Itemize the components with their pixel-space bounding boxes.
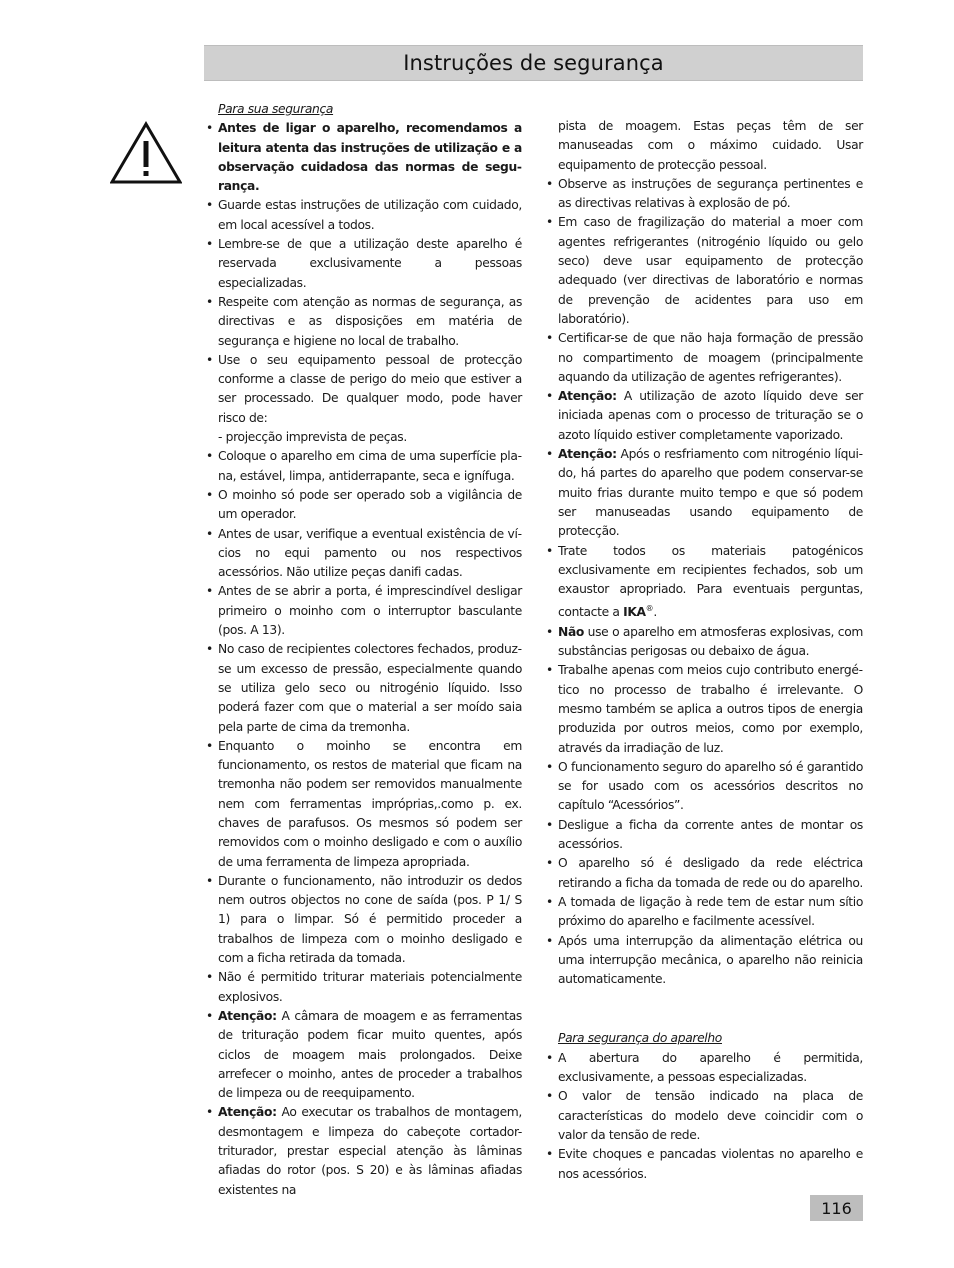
item-text: use o aparelho em atmosferas explosivas, com substâncias perigosas ou debaixo de água.	[558, 624, 863, 659]
item-text: O aparelho só é desligado da rede eléctrica retirando a ficha da tomada de rede ou do aparelho.	[558, 856, 863, 890]
item-subtext: - projecção imprevista de peças.	[218, 430, 407, 445]
left-column	[204, 100, 522, 1200]
section-title-personal-safety: Para sua segurança	[218, 102, 334, 116]
item-text: Observe as instruções de segurança pertinentes e as directivas relativas à explosão de pó.	[558, 176, 863, 211]
item-lead: Atenção:	[558, 389, 617, 404]
item-text: Após o resfriamento com nitrogénio líquido, há partes do aparelho que podem conservar-se muito frias durante muito tempo e que só podem ser manuseadas usando equipamento de protecção.	[558, 447, 863, 539]
list-item	[204, 447, 522, 486]
item-text: Use o seu equipamento pessoal de protecção conforme a classe de perigo do meio que estiver a ser processado. De qualquer modo, pode haver risco de:	[218, 352, 522, 425]
section-title-device-safety: Para segurança do aparelho	[558, 1031, 722, 1046]
item-text: A abertura do aparelho é permitida, exclusivamente, a pessoas especializadas.	[558, 1050, 863, 1085]
list-item	[544, 623, 863, 662]
list-item	[544, 893, 863, 932]
list-item	[544, 1049, 863, 1088]
list-item	[544, 213, 863, 329]
list-item	[544, 932, 863, 990]
list-item	[544, 445, 863, 541]
list-item	[544, 661, 863, 757]
item-text: Certificar-se de que não haja formação de pressão no compartimento de moagem (principalmente aquando da utilização de agentes refrigerantes).	[558, 331, 863, 384]
list-item	[204, 196, 522, 235]
item-text: O funcionamento seguro do aparelho só é garantido se for usado com os acessórios descritos no capítulo “Acessórios”.	[558, 759, 863, 813]
item-tail: .	[653, 605, 657, 620]
left-safety-list	[204, 119, 522, 1200]
item-text: A utilização de azoto líquido deve ser iniciada apenas com o processo de trituração se o azoto líquido estiver completamente vaporizado.	[558, 389, 863, 442]
item-text: O moinho só pode ser operado sob a vigilância de um operador.	[218, 487, 522, 522]
item-text: Evite choques e pancadas violentas no aparelho e nos acessórios.	[558, 1147, 863, 1181]
list-item	[544, 758, 863, 816]
item-text: Não é permitido triturar materiais potencialmente explosivos.	[218, 970, 522, 1004]
page-number: 116	[810, 1195, 863, 1221]
list-item	[544, 542, 863, 623]
header-bar	[204, 45, 863, 81]
list-item	[204, 872, 522, 968]
item-text: A tomada de ligação à rede tem de estar num sítio próximo do aparelho e facilmente acessível.	[558, 894, 863, 929]
item-lead: Atenção:	[218, 1008, 277, 1023]
list-item	[544, 816, 863, 855]
item-text: Trate todos os materiais patogénicos exclusivamente em recipientes fechados, sob um exaustor apropriado. Para eventuais perguntas, contacte a	[558, 543, 863, 620]
warning-triangle-icon	[110, 121, 182, 185]
item-lead: Atenção:	[218, 1105, 277, 1120]
list-item	[204, 640, 522, 736]
list-item	[204, 235, 522, 293]
page-title: Instruções de segurança	[403, 51, 664, 75]
list-item	[204, 1103, 522, 1199]
item-text: O valor de tensão indicado na placa de características do modelo deve coincidir com o valor da tensão de rede.	[558, 1089, 863, 1142]
list-item	[544, 329, 863, 387]
item-text: Ao executar os trabalhos de montagem, desmontagem e limpeza do cabeçote cortador-triturador, prestar especial atenção às lâminas afiadas do rotor (pos. S 20) e às lâminas afiadas existentes na	[218, 1105, 522, 1197]
item-text: No caso de recipientes colectores fechados, produzse um excesso de pressão, especialmente quando se utiliza gelo seco ou nitrogénio líquido. Isso poderá fazer com que o material a ser moído saia pela parte de cima da tremonha.	[218, 642, 522, 734]
device-safety-list	[544, 1049, 863, 1184]
item-text: Trabalhe apenas com meios cujo contributo energético no processo de trabalho é irrelevante. O mesmo também se aplica a outros tipos de energia produzida por outros meios, como por exemplo, através da irradiação de luz.	[558, 663, 863, 755]
item-text: Enquanto o moinho se encontra em funcionamento, os restos de material que ficam na tremonha não podem ser removidos manualmente nem com ferramentas impróprias,.como p. ex. chaves de parafusos. Os mesmos só podem ser removidos com o moinho desligado e com o auxílio de uma ferramenta de limpeza apropriada.	[218, 738, 522, 869]
item-text: Antes de usar, verifique a eventual existência de vícios no equi pamento ou nos respectivos acessórios. Não utilize peças danifi cadas.	[218, 526, 522, 580]
item-lead: Atenção:	[558, 447, 617, 462]
list-item	[544, 1145, 863, 1184]
continued-text: pista de moagem. Estas peças têm de ser manuseadas com o máximo cuidado. Usar equipamento de protecção pessoal.	[558, 119, 863, 172]
item-text: Antes de se abrir a porta, é imprescindível desligar primeiro o moinho com o interruptor basculante (pos. A 13).	[218, 584, 522, 638]
item-text: Guarde estas instruções de utilização com cuidado, em local acessível a todos.	[218, 198, 522, 232]
brand-name: IKA	[623, 605, 646, 620]
list-item	[544, 854, 863, 893]
list-item	[204, 582, 522, 640]
list-item	[204, 486, 522, 525]
item-text: Coloque o aparelho em cima de uma superfície plana, estável, limpa, antiderrapante, seca e ignífuga.	[218, 449, 522, 483]
item-text: Antes de ligar o aparelho, recomendamos a leitura atenta das instruções de utilização e a observação cuidadosa das normas de segurança.	[218, 121, 522, 194]
list-item	[204, 119, 522, 196]
spacer	[544, 989, 863, 1029]
list-item	[544, 1087, 863, 1145]
list-item	[204, 737, 522, 872]
list-item	[204, 525, 522, 583]
item-text: Lembre-se de que a utilização deste aparelho é reservada exclusivamente a pessoas especializadas.	[218, 237, 522, 290]
registered-mark: ®	[645, 604, 654, 614]
right-column	[544, 117, 863, 1184]
item-text: Em caso de fragilização do material a moer com agentes refrigerantes (nitrogénio líquido ou gelo seco) deve usar equipamento de protecção adequado (ver directivas de laboratório e normas de prevenção de acidentes para uso em laboratório).	[558, 215, 863, 326]
item-lead: Não	[558, 624, 584, 639]
item-text: Durante o funcionamento, não introduzir os dedos nem outros objectos no cone de saída (pos. P 1/ S 1) para o limpar. Só é permitido proceder a trabalhos de limpeza com o moinho desligado e com a ficha retirada da tomada.	[218, 873, 522, 966]
list-item	[204, 293, 522, 351]
right-safety-list	[544, 175, 863, 990]
list-item	[204, 1007, 522, 1103]
list-item	[204, 351, 522, 447]
list-item	[544, 387, 863, 445]
item-text: Desligue a ficha da corrente antes de montar os acessórios.	[558, 817, 863, 852]
item-text: Respeite com atenção as normas de segurança, as directivas e as disposições em matéria de segurança e higiene no local de trabalho.	[218, 294, 522, 348]
item-text: A câmara de moagem e as ferramentas de trituração podem ficar muito quentes, após ciclos de moagem mais prolongados. Deixe arrefecer o moinho, antes de proceder a trabalhos de limpeza ou de reequipamento.	[218, 1008, 522, 1101]
list-item	[204, 968, 522, 1007]
list-item	[544, 175, 863, 214]
item-text: Após uma interrupção da alimentação elétrica ou uma interrupção mecânica, o aparelho não reinicia automaticamente.	[558, 933, 863, 987]
